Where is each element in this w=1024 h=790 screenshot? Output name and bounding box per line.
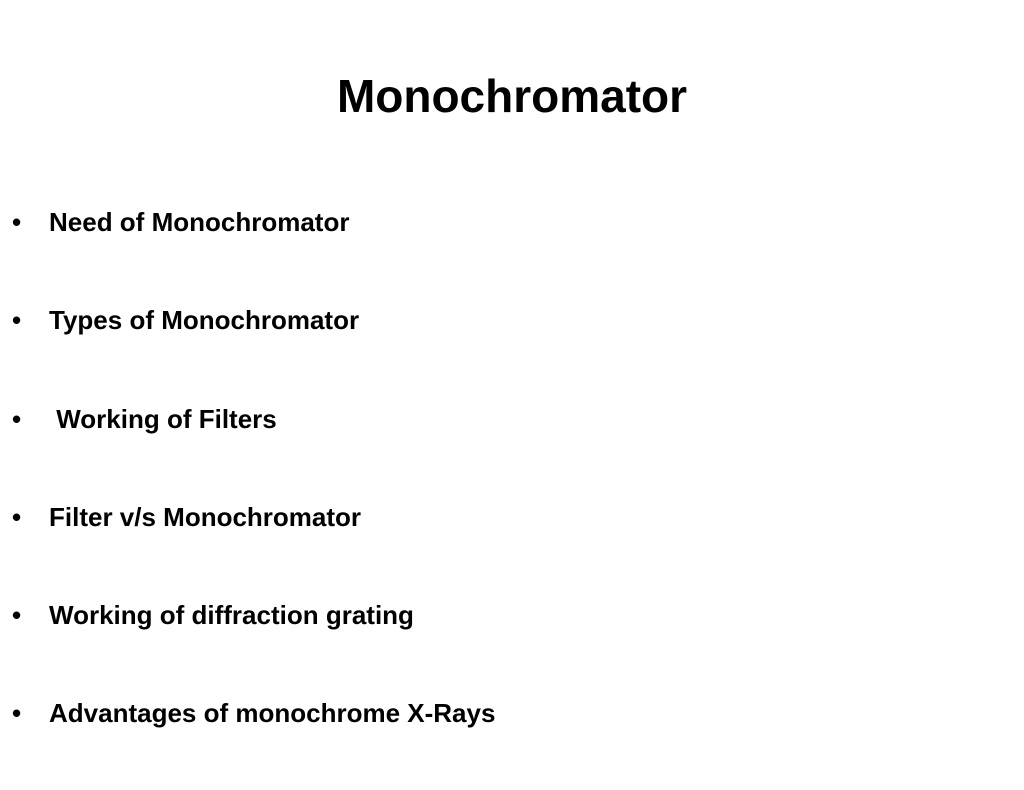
bullet-icon: • <box>12 698 22 729</box>
bullet-label: Need of Monochromator <box>49 207 350 237</box>
bullet-label: Working of diffraction grating <box>49 600 414 631</box>
list-item <box>0 298 1000 396</box>
bullet-label: Types of Monochromator <box>49 305 360 336</box>
bullet-label: Working of Filters <box>49 403 277 434</box>
bullet-label: Advantages of monochrome X-Rays <box>49 698 496 729</box>
bullet-icon: • <box>12 305 22 336</box>
list-item <box>0 593 1000 691</box>
bullet-icon: • <box>12 501 22 532</box>
bullet-label: Filter v/s Monochromator <box>49 501 362 532</box>
slide-title: Monochromator <box>336 70 688 122</box>
bullet-list <box>0 200 1000 790</box>
bullet-icon: • <box>12 207 22 237</box>
list-item <box>0 691 1000 789</box>
list-item <box>0 397 1000 495</box>
list-item <box>0 495 1000 593</box>
list-item <box>0 200 1000 298</box>
bullet-icon: • <box>12 600 22 631</box>
bullet-icon: • <box>12 403 22 434</box>
